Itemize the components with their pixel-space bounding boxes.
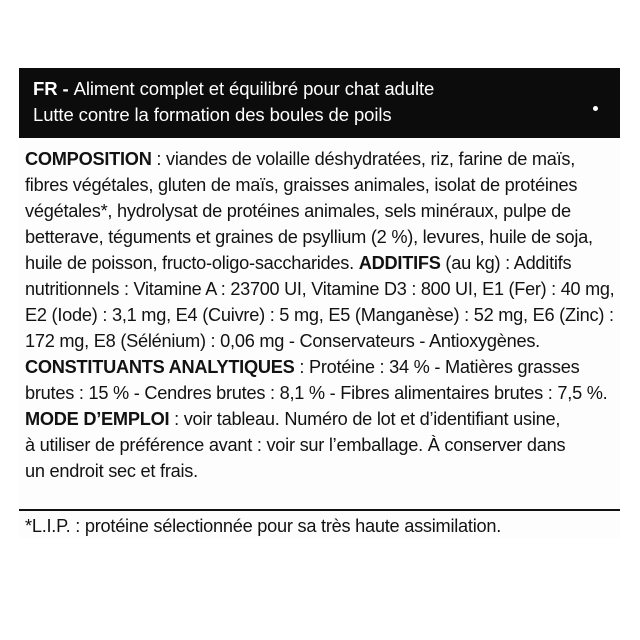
additifs-line-3: E2 (Iode) : 3,1 mg, E4 (Cuivre) : 5 mg, E5 (Manganèse) : 52 mg, E6 (Zinc) : [25, 305, 614, 325]
mode-emploi-heading: MODE D’EMPLOI [25, 409, 170, 429]
header-title-line [33, 78, 434, 100]
product-label [19, 68, 620, 538]
additifs-heading: ADDITIFS [358, 253, 441, 273]
mode-emploi-line-2: à utiliser de préférence avant : voir sur l’emballage. À conserver dans [25, 435, 566, 455]
header-separator: - [57, 78, 74, 99]
mode-emploi-line-3: un endroit sec et frais. [25, 461, 198, 481]
constituants-line-1: CONSTITUANTS ANALYTIQUES : Protéine : 34 % - Matières grasses [25, 357, 580, 377]
product-description: Aliment complet et équilibré pour chat adulte [73, 78, 435, 99]
composition-heading: COMPOSITION [25, 149, 152, 169]
mode-emploi-line-1: MODE D’EMPLOI : voir tableau. Numéro de lot et d’identifiant usine, [25, 409, 561, 429]
additifs-line-4: 172 mg, E8 (Sélénium) : 0,06 mg - Conservateurs - Antioxygènes. [25, 331, 540, 351]
constituants-heading: CONSTITUANTS ANALYTIQUES [25, 357, 295, 377]
constituants-line-2: brutes : 15 % - Cendres brutes : 8,1 % - Fibres alimentaires brutes : 7,5 %. [25, 383, 608, 403]
additifs-line-2: nutritionnels : Vitamine A : 23700 UI, Vitamine D3 : 800 UI, E1 (Fer) : 40 mg, [25, 279, 615, 299]
composition-additifs-line: huile de poisson, fructo-oligo-saccharides. ADDITIFS (au kg) : Additifs [25, 253, 572, 273]
composition-line-4: betterave, téguments et graines de psyllium (2 %), levures, huile de soja, [25, 227, 593, 247]
footnote-divider [19, 509, 620, 511]
product-claim: Lutte contre la formation des boules de poils [33, 104, 392, 125]
composition-line-2: fibres végétales, gluten de maïs, graisses animales, isolat de protéines [25, 175, 578, 195]
footnote: *L.I.P. : protéine sélectionnée pour sa très haute assimilation. [25, 516, 502, 536]
composition-line-1: COMPOSITION : viandes de volaille déshydratées, riz, farine de maïs, [25, 149, 576, 169]
bullet-dot-icon [593, 106, 598, 111]
composition-line-3: végétales*, hydrolysat de protéines animales, sels minéraux, pulpe de [25, 201, 571, 221]
language-code: FR [33, 78, 58, 99]
label-header [19, 68, 620, 138]
